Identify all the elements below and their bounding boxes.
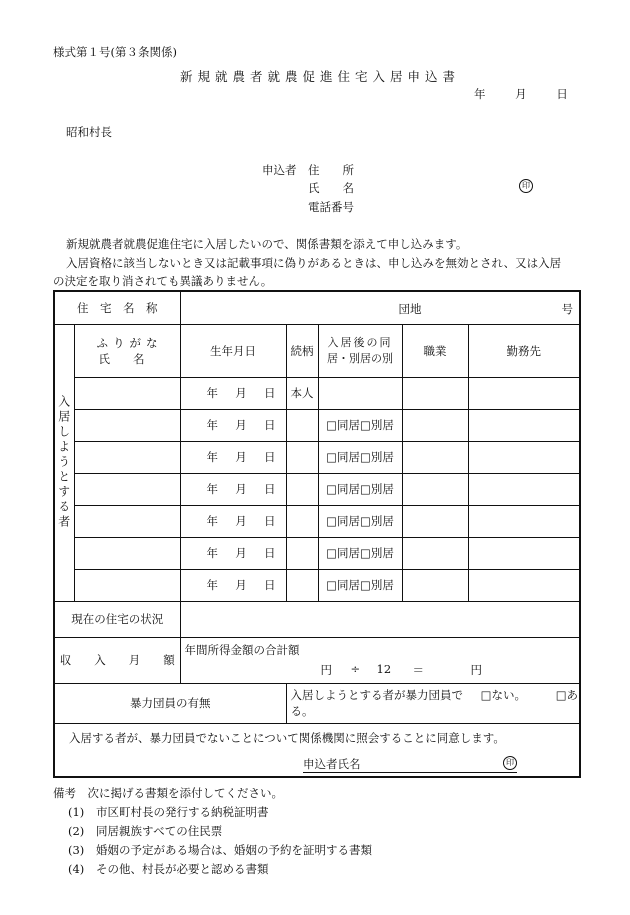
calc-equals: ＝ <box>412 662 424 677</box>
birthdate-cell[interactable] <box>180 409 286 441</box>
occupant-name-cell[interactable] <box>74 409 180 441</box>
header-relation: 続柄 <box>286 324 318 377</box>
calc-yen-1: 円 <box>320 662 332 677</box>
month-label: 月 <box>235 386 247 400</box>
applicant-seal-icon: 印 <box>519 179 533 193</box>
workplace-cell[interactable] <box>468 537 580 569</box>
birthdate-cell[interactable] <box>180 473 286 505</box>
danchi-label: 団地 <box>398 302 422 316</box>
job-cell[interactable] <box>402 569 468 601</box>
table-row <box>54 473 580 505</box>
month-label: 月 <box>235 450 247 464</box>
year-label: 年 <box>206 578 218 592</box>
applicant-address-label: 住 所 <box>308 163 354 177</box>
gang-yes-checkbox[interactable]: □ある。 <box>290 688 579 718</box>
consent-seal-icon: 印 <box>503 756 517 770</box>
applicant-name-label: 氏 名 <box>308 181 354 195</box>
living-cell[interactable]: □同居□別居 <box>318 569 402 601</box>
gang-label: 暴力団員の有無 <box>54 683 286 723</box>
gang-question: 入居しようとする者が暴力団員で <box>290 688 463 702</box>
month-label: 月 <box>235 514 247 528</box>
month-label: 月 <box>235 418 247 432</box>
workplace-cell[interactable] <box>468 505 580 537</box>
header-living-2: 居・別居の別 <box>327 351 393 365</box>
living-cell[interactable]: □同居□別居 <box>318 473 402 505</box>
note-number: (3) <box>68 843 85 857</box>
birthdate-cell[interactable] <box>180 537 286 569</box>
job-cell[interactable] <box>402 537 468 569</box>
day-label: 日 <box>264 546 276 560</box>
occupant-name-cell[interactable] <box>74 377 180 409</box>
header-birthdate: 生年月日 <box>180 324 286 377</box>
note-number: (4) <box>68 862 85 876</box>
header-furigana-name <box>74 324 180 377</box>
consent-name-line[interactable] <box>303 756 517 773</box>
living-cell[interactable] <box>318 377 402 409</box>
relation-cell[interactable] <box>286 537 318 569</box>
year-label: 年 <box>206 418 218 432</box>
gang-answer-cell <box>286 683 580 723</box>
consent-cell <box>54 723 580 777</box>
consent-text: 入居する者が、暴力団員でないことについて関係機関に照会することに同意します。 <box>69 730 505 745</box>
relation-cell[interactable] <box>286 409 318 441</box>
day-label: 日 <box>264 482 276 496</box>
calc-twelve: 12 <box>376 661 392 676</box>
day-label: 日 <box>264 450 276 464</box>
notes-header: 備考 次に掲げる書類を添付してください。 <box>53 786 283 800</box>
form-title: 新規就農者就農促進住宅入居申込書 <box>180 69 461 84</box>
job-cell[interactable] <box>402 409 468 441</box>
monthly-income-label: 収 入 月 額 <box>54 637 180 683</box>
consent-name-label: 申込者氏名 <box>303 756 361 771</box>
header-furigana: ふりがな <box>96 335 163 350</box>
annual-income-label: 年間所得金額の合計額 <box>184 642 300 657</box>
workplace-cell[interactable] <box>468 441 580 473</box>
birthdate-cell[interactable] <box>180 569 286 601</box>
year-label: 年 <box>206 450 218 464</box>
note-item <box>68 861 268 877</box>
job-cell[interactable] <box>402 505 468 537</box>
occupant-name-cell[interactable] <box>74 441 180 473</box>
month-label: 月 <box>235 578 247 592</box>
intro-text-2a: 入居資格に該当しないとき又は記載事項に偽りがあるときは、申し込みを無効とされ、又は入居 <box>66 256 562 270</box>
note-number: (1) <box>68 805 85 819</box>
note-text: その他、村長が必要と認める書類 <box>95 862 269 876</box>
occupants-side-label <box>54 324 74 601</box>
day-label: 日 <box>264 514 276 528</box>
year-label: 年 <box>206 386 218 400</box>
relation-cell[interactable]: 本人 <box>286 377 318 409</box>
year-label: 年 <box>206 546 218 560</box>
job-cell[interactable] <box>402 441 468 473</box>
living-cell[interactable]: □同居□別居 <box>318 441 402 473</box>
header-living <box>318 324 402 377</box>
housing-name-cell[interactable] <box>180 291 580 324</box>
occupant-name-cell[interactable] <box>74 505 180 537</box>
day-label: 日 <box>264 418 276 432</box>
table-row <box>54 569 580 601</box>
header-job: 職業 <box>402 324 468 377</box>
day-label: 日 <box>264 386 276 400</box>
workplace-cell[interactable] <box>468 473 580 505</box>
header-living-1: 入居後の同 <box>327 335 393 349</box>
month-label: 月 <box>235 546 247 560</box>
note-item <box>68 823 222 839</box>
current-housing-label: 現在の住宅の状況 <box>54 601 180 637</box>
intro-text-1: 新規就農者就農促進住宅に入居したいので、関係書類を添えて申し込みます。 <box>66 237 468 251</box>
go-label: 号 <box>561 302 574 316</box>
living-cell[interactable]: □同居□別居 <box>318 537 402 569</box>
day-label: 日 <box>264 578 276 592</box>
date-line <box>474 86 568 102</box>
date-year: 年 <box>474 87 486 101</box>
applicant-label: 申込者 <box>262 163 297 177</box>
calc-divide: ÷ <box>350 661 361 676</box>
application-table <box>53 290 581 778</box>
current-housing-cell[interactable] <box>180 601 580 637</box>
occupant-name-cell[interactable] <box>74 569 180 601</box>
year-label: 年 <box>206 482 218 496</box>
birthdate-cell[interactable] <box>180 377 286 409</box>
calc-yen-2: 円 <box>470 662 482 677</box>
housing-name-label: 住 宅 名 称 <box>54 291 180 324</box>
birthdate-cell[interactable] <box>180 441 286 473</box>
workplace-cell[interactable] <box>468 377 580 409</box>
table-row <box>54 377 580 409</box>
table-row <box>54 441 580 473</box>
note-number: (2) <box>68 824 85 838</box>
month-label: 月 <box>235 482 247 496</box>
gang-no-checkbox[interactable]: □ない。 <box>480 688 527 702</box>
relation-cell[interactable] <box>286 441 318 473</box>
workplace-cell[interactable] <box>468 569 580 601</box>
occupant-name-cell[interactable] <box>74 537 180 569</box>
note-item <box>68 842 372 858</box>
table-row <box>54 409 580 441</box>
form-number: 様式第１号(第３条関係) <box>53 45 177 59</box>
header-name: 氏 名 <box>98 351 145 366</box>
note-text: 婚姻の予定がある場合は、婚姻の予約を証明する書類 <box>95 843 372 857</box>
intro-text-2b: の決定を取り消されても異議ありません。 <box>53 274 273 288</box>
relation-cell[interactable] <box>286 505 318 537</box>
date-day: 日 <box>556 87 568 101</box>
note-text: 市区町村長の発行する納税証明書 <box>95 805 269 819</box>
birthdate-cell[interactable] <box>180 505 286 537</box>
workplace-cell[interactable] <box>468 409 580 441</box>
living-cell[interactable]: □同居□別居 <box>318 505 402 537</box>
date-month: 月 <box>515 87 527 101</box>
relation-cell[interactable] <box>286 569 318 601</box>
job-cell[interactable] <box>402 473 468 505</box>
living-cell[interactable]: □同居□別居 <box>318 409 402 441</box>
header-workplace: 勤務先 <box>468 324 580 377</box>
table-row <box>54 505 580 537</box>
addressee: 昭和村長 <box>66 125 112 139</box>
relation-cell[interactable] <box>286 473 318 505</box>
table-row <box>54 537 580 569</box>
occupants-side-text: 入居しようとする者 <box>56 395 71 530</box>
year-label: 年 <box>206 514 218 528</box>
applicant-phone-label: 電話番号 <box>308 200 354 214</box>
note-item <box>68 804 268 820</box>
note-text: 同居親族すべての住民票 <box>95 824 223 838</box>
monthly-income-cell[interactable] <box>180 637 580 683</box>
occupant-name-cell[interactable] <box>74 473 180 505</box>
job-cell[interactable] <box>402 377 468 409</box>
